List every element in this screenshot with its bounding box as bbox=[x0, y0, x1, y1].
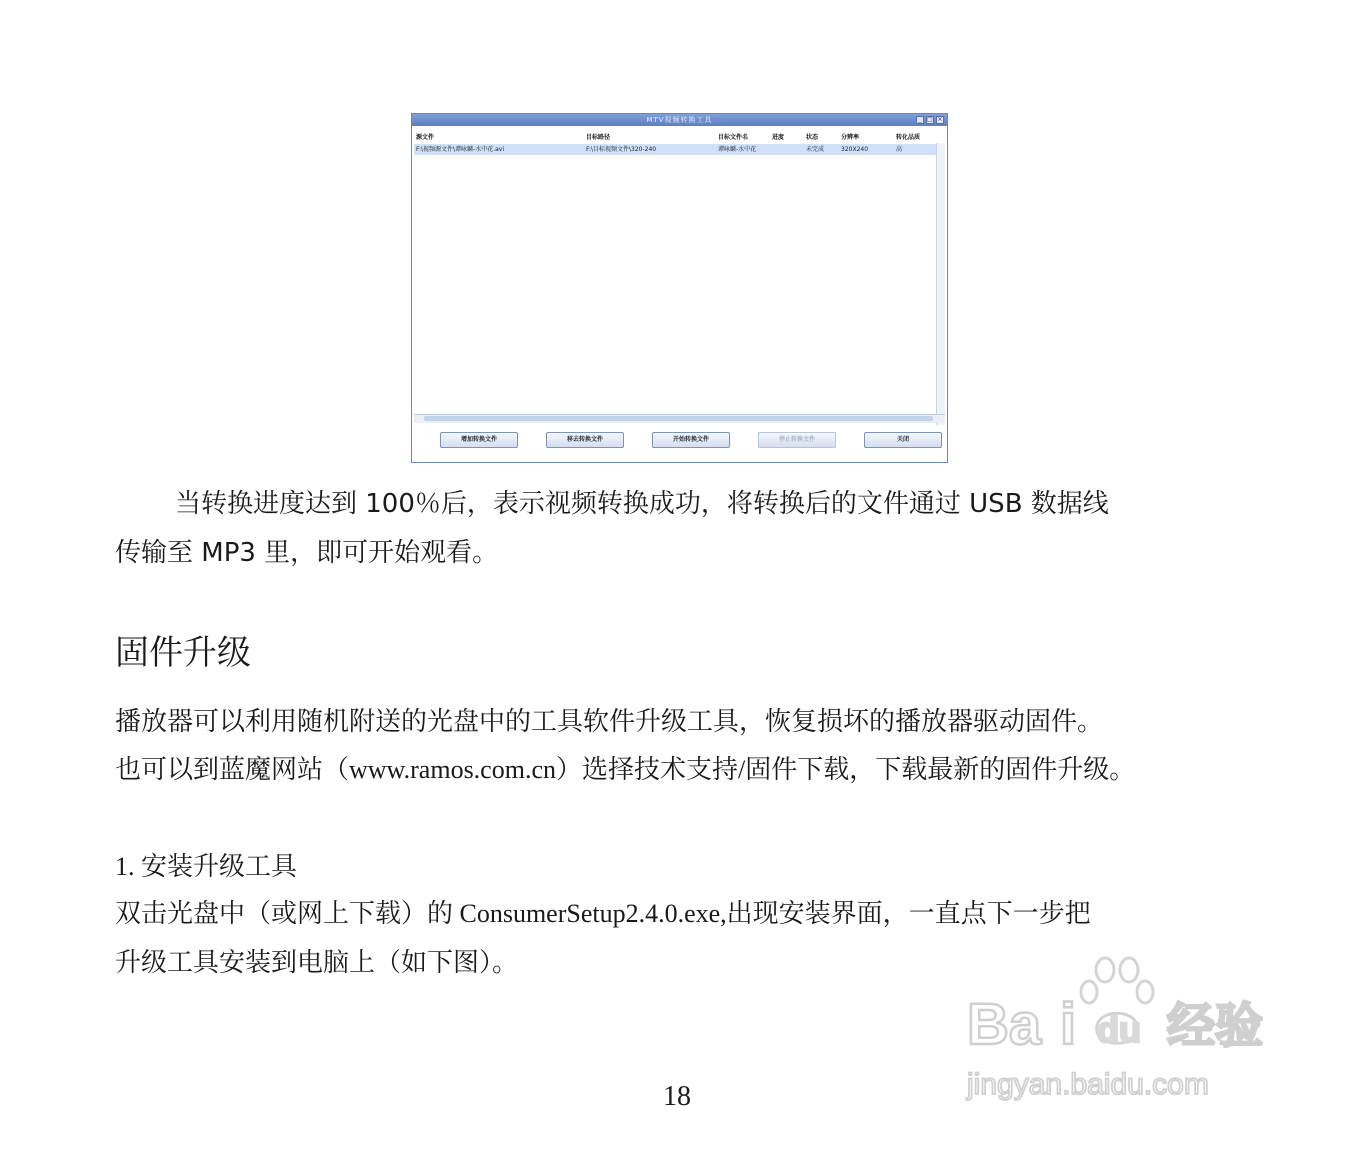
window-titlebar bbox=[412, 114, 947, 126]
add-file-button[interactable]: 增加转换文件 bbox=[440, 432, 518, 448]
section-heading: 固件升级 bbox=[115, 633, 251, 673]
column-header-source[interactable]: 源文件 bbox=[416, 134, 435, 141]
column-header-target-name[interactable]: 目标文件名 bbox=[718, 134, 749, 141]
cell-resolution: 320X240 bbox=[841, 146, 869, 153]
horizontal-scrollbar[interactable] bbox=[414, 414, 945, 423]
stop-convert-button[interactable]: 停止转换文件 bbox=[758, 432, 836, 448]
svg-text:du: du bbox=[1097, 1009, 1141, 1050]
scrollbar-thumb[interactable] bbox=[424, 416, 933, 421]
page-number: 18 bbox=[663, 1081, 691, 1112]
paragraph-line: 当转换进度达到 100％后，表示视频转换成功，将转换后的文件通过 USB 数据线 bbox=[175, 489, 1109, 519]
cell-source: F:\视频源文件\谭咏麟-水中花.avi bbox=[416, 146, 505, 153]
column-header-progress[interactable]: 进度 bbox=[772, 134, 785, 141]
svg-text:Ba: Ba bbox=[967, 992, 1042, 1057]
svg-text:经验: 经验 bbox=[1167, 998, 1264, 1054]
column-header-resolution[interactable]: 分辨率 bbox=[841, 134, 860, 141]
table-row[interactable] bbox=[414, 144, 937, 155]
action-buttons bbox=[412, 432, 947, 450]
window-title: MTV视频转换工具 bbox=[646, 116, 713, 124]
paragraph-line: 升级工具安装到电脑上（如下图）。 bbox=[115, 948, 519, 977]
svg-text:jingyan.baidu.com: jingyan.baidu.com bbox=[967, 1068, 1209, 1101]
converter-window-screenshot bbox=[411, 113, 948, 463]
paragraph-line: 也可以到蓝魔网站（www.ramos.com.cn）选择技术支持/固件下载，下载最新的固件升级。 bbox=[115, 755, 1136, 784]
close-button[interactable]: 关闭 bbox=[864, 432, 942, 448]
file-list-header bbox=[414, 133, 937, 143]
close-window-button[interactable]: × bbox=[937, 116, 943, 123]
baidu-jingyan-watermark bbox=[962, 952, 1282, 1112]
paragraph-line: 播放器可以利用随机附送的光盘中的工具软件升级工具，恢复损坏的播放器驱动固件。 bbox=[115, 707, 1104, 737]
baidu-paw-logo-icon bbox=[962, 952, 1282, 1112]
maximize-button[interactable]: □ bbox=[927, 116, 933, 123]
cell-status: 未完成 bbox=[806, 146, 825, 153]
step-heading: 1. 安装升级工具 bbox=[115, 852, 298, 881]
cell-target-name: 谭咏麟-水中花 bbox=[718, 146, 757, 153]
paragraph-line: 传输至 MP3 里，即可开始观看。 bbox=[115, 538, 499, 568]
column-header-target-path[interactable]: 目标路径 bbox=[586, 134, 611, 141]
minimize-button[interactable]: _ bbox=[916, 116, 924, 124]
cell-quality: 高 bbox=[896, 146, 903, 153]
column-header-status[interactable]: 状态 bbox=[806, 134, 819, 141]
svg-text:i: i bbox=[1060, 992, 1077, 1057]
paragraph-line: 双击光盘中（或网上下载）的 ConsumerSetup2.4.0.exe,出现安装界面，一直点下一步把 bbox=[115, 899, 1091, 928]
cell-target-path: F:\目标视频文件\320-240 bbox=[586, 146, 657, 153]
remove-file-button[interactable]: 移去转换文件 bbox=[546, 432, 624, 448]
vertical-scrollbar[interactable] bbox=[936, 143, 945, 425]
column-header-quality[interactable]: 转化品质 bbox=[896, 134, 921, 141]
start-convert-button[interactable]: 开始转换文件 bbox=[652, 432, 730, 448]
